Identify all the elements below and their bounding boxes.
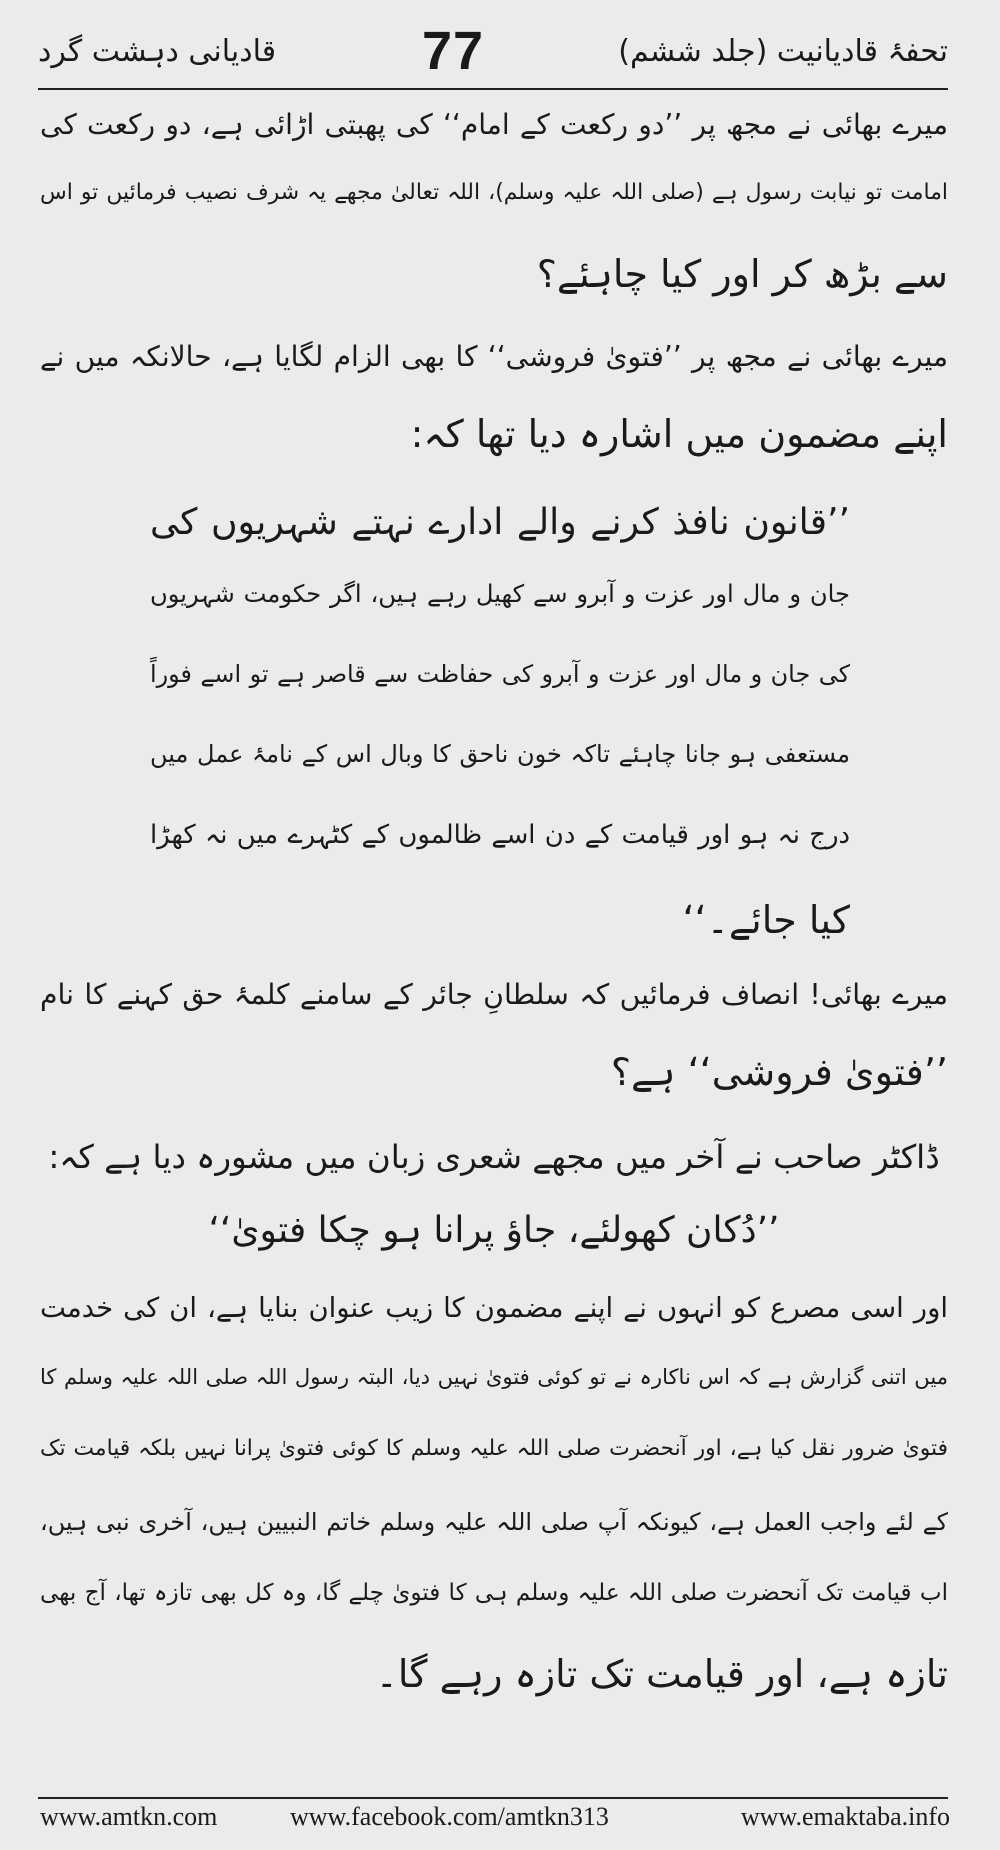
footer-link-amtkn[interactable]: www.amtkn.com xyxy=(40,1802,218,1831)
paragraph-2-line-1: میرے بھائی نے مجھ پر ’’فتویٰ فروشی‘‘ کا بھی الزام لگایا ہے، حالانکہ میں نے xyxy=(40,340,948,373)
quote-line-4: مستعفی ہو جانا چاہئے تاکہ خون ناحق کا وبال اس کے نامۂ عمل میں xyxy=(150,740,850,768)
book-title: تحفۂ قادیانیت (جلد ششم) xyxy=(618,34,948,69)
footer-divider xyxy=(38,1797,948,1799)
page-number-text: 77 xyxy=(421,21,485,81)
header-divider xyxy=(38,88,948,90)
paragraph-1-line-1: میرے بھائی نے مجھ پر ’’دو رکعت کے امام‘‘ کی پھبتی اڑائی ہے، دو رکعت کی xyxy=(40,108,948,141)
paragraph-5-line-3: فتویٰ ضرور نقل کیا ہے، اور آنحضرت صلی اللہ علیہ وسلم کا کوئی فتویٰ پرانا نہیں بلکہ قیامت تک xyxy=(40,1436,948,1461)
paragraph-5-line-5: اب قیامت تک آنحضرت صلی اللہ علیہ وسلم ہی کا فتویٰ چلے گا، وہ کل بھی تازہ تھا، آج بھی xyxy=(40,1580,948,1606)
quote-line-2: جان و مال اور عزت و آبرو سے کھیل رہے ہیں، اگر حکومت شہریوں xyxy=(150,580,850,608)
page-header xyxy=(38,22,948,92)
paragraph-5-line-4: کے لئے واجب العمل ہے، کیونکہ آپ صلی اللہ علیہ وسلم خاتم النبیین ہیں، آخری نبی ہیں، xyxy=(40,1508,948,1536)
paragraph-2-line-2: اپنے مضمون میں اشارہ دیا تھا کہ: xyxy=(410,412,948,456)
paragraph-3-line-2: ’’فتویٰ فروشی‘‘ ہے؟ xyxy=(610,1050,948,1094)
page-footer xyxy=(40,1802,950,1842)
paragraph-4: ڈاکٹر صاحب نے آخر میں مجھے شعری زبان میں مشورہ دیا ہے کہ: xyxy=(48,1138,940,1176)
footer-link-facebook[interactable]: www.facebook.com/amtkn313 xyxy=(290,1802,609,1831)
quote-line-6: کیا جائے۔‘‘ xyxy=(682,898,850,942)
paragraph-5-line-1: اور اسی مصرع کو انہوں نے اپنے مضمون کا زیب عنوان بنایا ہے، ان کی خدمت xyxy=(40,1292,948,1324)
quote-line-3: کی جان و مال اور عزت و آبرو کی حفاظت سے قاصر ہے تو اسے فوراً xyxy=(150,660,850,688)
footer-link-emaktaba[interactable]: www.emaktaba.info xyxy=(740,1802,950,1831)
chapter-title: قادیانی دہشت گرد xyxy=(38,34,277,69)
quote-line-1: ’’قانون نافذ کرنے والے ادارے نہتے شہریوں کی xyxy=(150,500,850,543)
paragraph-3-line-1: میرے بھائی! انصاف فرمائیں کہ سلطانِ جائر کے سامنے کلمۂ حق کہنے کا نام xyxy=(40,978,948,1011)
paragraph-1-line-2: امامت تو نیابت رسول ہے (صلی اللہ علیہ وسلم)، اللہ تعالیٰ مجھے یہ شرف نصیب فرمائیں تو اس xyxy=(40,180,948,205)
paragraph-1-line-3: سے بڑھ کر اور کیا چاہئے؟ xyxy=(536,252,948,296)
quote-line-5: درج نہ ہو اور قیامت کے دن اسے ظالموں کے کٹہرے میں نہ کھڑا xyxy=(150,820,850,850)
verse-line: ’’دُکان کھولئے، جاؤ پرانا ہو چکا فتویٰ‘‘ xyxy=(208,1210,780,1251)
paragraph-5-line-2: میں اتنی گزارش ہے کہ اس ناکارہ نے تو کوئی فتویٰ نہیں دیا، البتہ رسول اللہ صلی اللہ علیہ وسلم کا xyxy=(40,1364,948,1389)
paragraph-5-line-6: تازہ ہے، اور قیامت تک تازہ رہے گا۔ xyxy=(375,1652,948,1696)
